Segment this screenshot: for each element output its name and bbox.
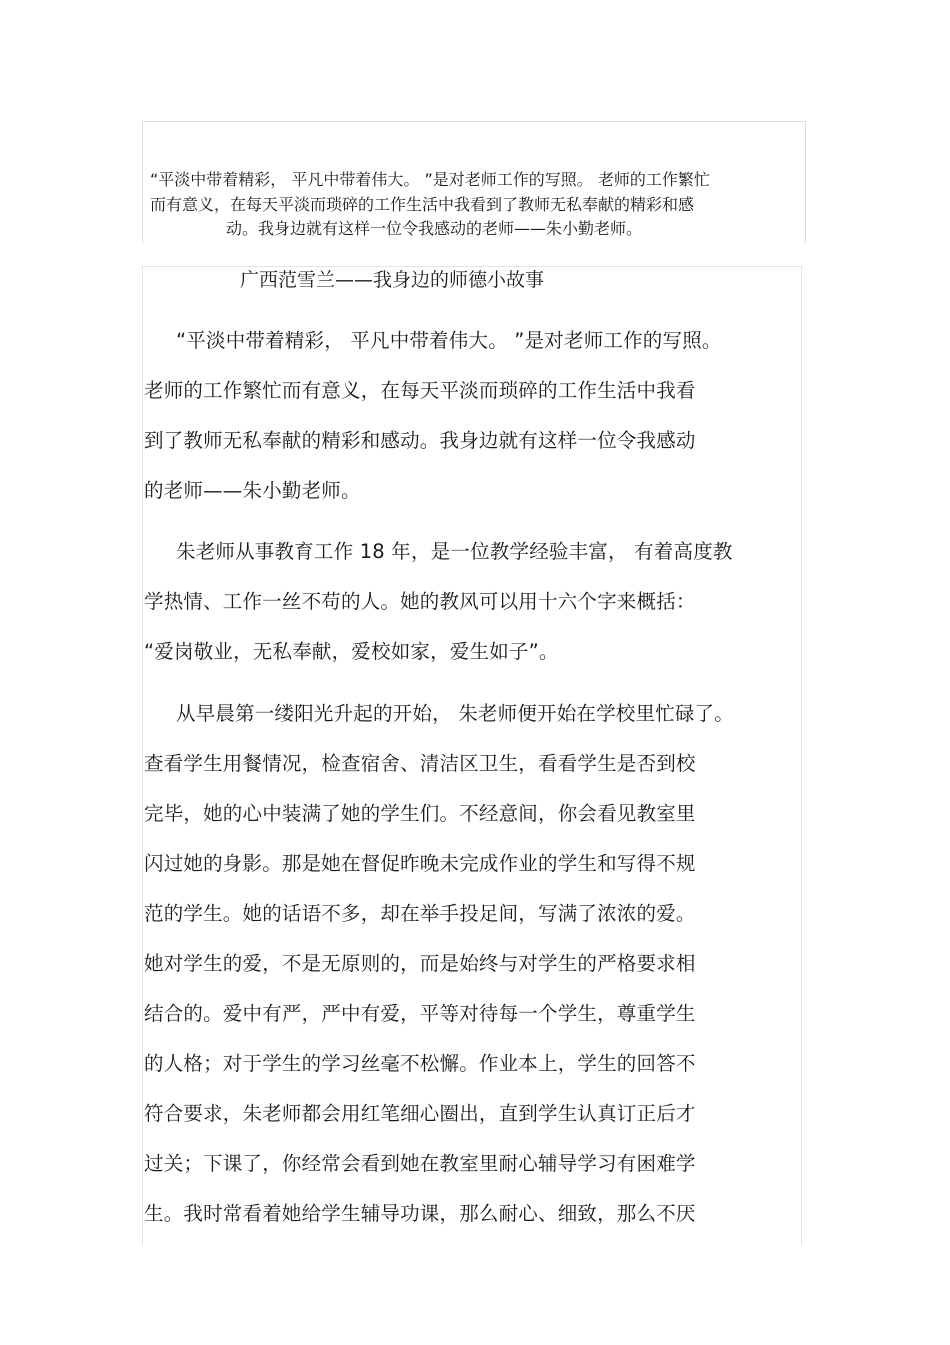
paragraph-line: 从早晨第一缕阳光升起的开始， 朱老师便开始在学校里忙碌了。	[176, 702, 734, 725]
paragraph-line: 范的学生。她的话语不多，却在举手投足间，写满了浓浓的爱。	[144, 902, 696, 925]
paragraph-line: “爱岗敬业，无私奉献，爱校如家，爱生如子”。	[144, 640, 559, 663]
paragraph-line: 生。我时常看着她给学生辅导功课，那么耐心、细致，那么不厌	[144, 1202, 696, 1225]
paragraph-line: 符合要求，朱老师都会用红笔细心圈出，直到学生认真订正后才	[144, 1102, 696, 1125]
paragraph-line: 完毕，她的心中装满了她的学生们。不经意间，你会看见教室里	[144, 802, 696, 825]
paragraph-line: 闪过她的身影。那是她在督促昨晚未完成作业的学生和写得不规	[144, 852, 696, 875]
paragraph-line: 过关；下课了，你经常会看到她在教室里耐心辅导学习有困难学	[144, 1152, 696, 1175]
paragraph-line: 的老师——朱小勤老师。	[144, 479, 361, 502]
paragraph-line: 到了教师无私奉献的精彩和感动。我身边就有这样一位令我感动	[144, 429, 696, 452]
summary-line-2: 而有意义，在每天平淡而琐碎的工作生活中我看到了教师无私奉献的精彩和感	[150, 195, 695, 214]
summary-line-1: “平淡中带着精彩， 平凡中带着伟大。 ”是对老师工作的写照。 老师的工作繁忙	[150, 170, 710, 189]
paragraph-line: 学热情、工作一丝不苟的人。她的教风可以用十六个字来概括：	[144, 590, 696, 613]
paragraph-line: 朱老师从事教育工作 18 年，是一位教学经验丰富， 有着高度教	[176, 540, 733, 563]
paragraph-line: 她对学生的爱，不是无原则的，而是始终与对学生的严格要求相	[144, 952, 696, 975]
paragraph-line: 老师的工作繁忙而有意义，在每天平淡而琐碎的工作生活中我看	[144, 379, 696, 402]
paragraph-line: 的人格；对于学生的学习丝毫不松懈。作业本上，学生的回答不	[144, 1052, 696, 1075]
paragraph-line: 结合的。爱中有严，严中有爱，平等对待每一个学生，尊重学生	[144, 1002, 696, 1025]
paragraph-line: “平淡中带着精彩， 平凡中带着伟大。 ”是对老师工作的写照。	[176, 329, 722, 352]
summary-line-3: 动。我身边就有这样一位令我感动的老师——朱小勤老师。	[226, 219, 643, 238]
article-title: 广西范雪兰——我身边的师德小故事	[239, 269, 544, 291]
paragraph-line: 查看学生用餐情况，检查宿舍、清洁区卫生，看看学生是否到校	[144, 752, 696, 775]
